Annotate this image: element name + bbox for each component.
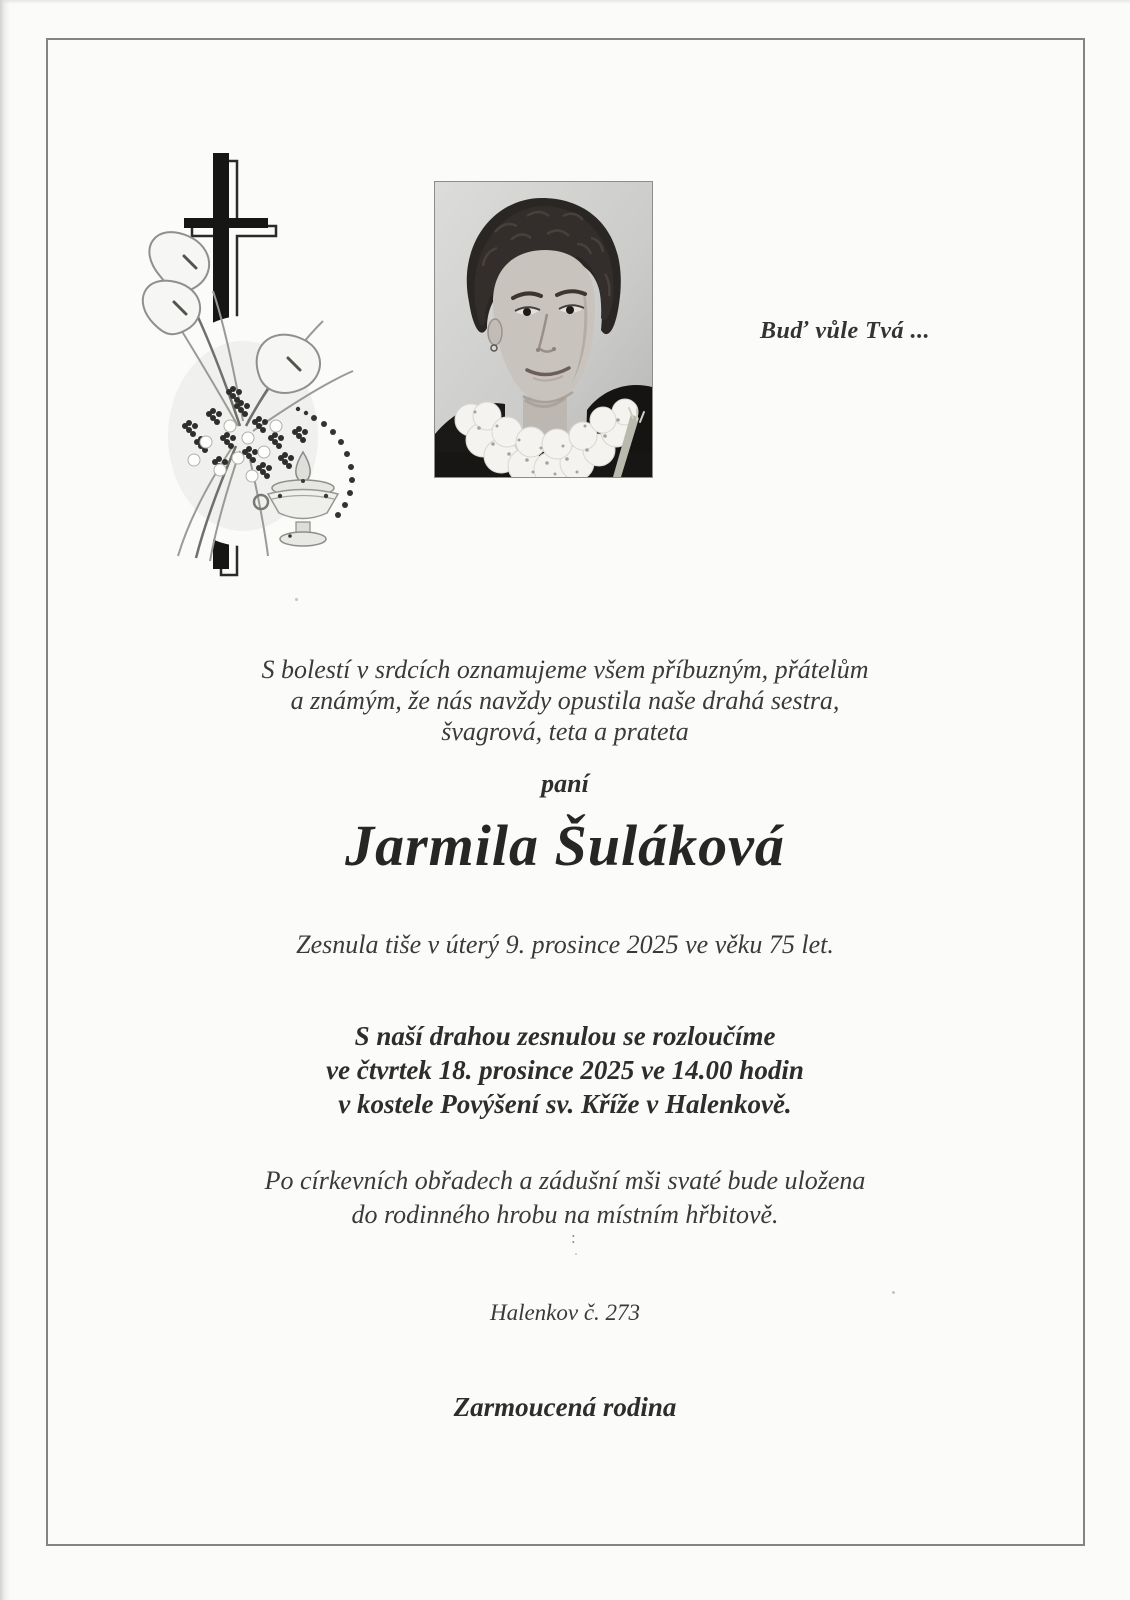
burial-line-1: Po církevních obřadech a zádušní mši svaté bude uložena	[264, 1166, 866, 1195]
cross-and-flowers-icon	[118, 126, 402, 582]
farewell-line-2: ve čtvrtek 18. prosince 2025 ve 14.00 hodin	[326, 1055, 804, 1085]
title-prefix: paní	[541, 769, 589, 798]
farewell-line-3: v kostele Povýšení sv. Kříže v Halenkově.	[338, 1089, 792, 1119]
family-signature: Zarmoucená rodina	[453, 1392, 677, 1422]
deceased-portrait-photo	[435, 182, 652, 477]
scan-speck	[575, 1253, 577, 1255]
scan-edge-shadow	[0, 0, 10, 1600]
farewell-ceremony-block	[0, 1019, 1130, 1121]
deceased-name: Jarmila Šuláková	[345, 813, 785, 878]
farewell-line-1: S naší drahou zesnulou se rozloučíme	[354, 1021, 776, 1051]
death-info-line: Zesnula tiše v úterý 9. prosince 2025 ve věku 75 let.	[296, 930, 834, 959]
announcement-paragraph	[0, 654, 1130, 747]
announcement-line-1: S bolestí v srdcích oznamujeme všem příbuzným, přátelům	[261, 655, 869, 684]
burial-line-2: do rodinného hrobu na místním hřbitově.	[351, 1200, 779, 1229]
family-address: Halenkov č. 273	[489, 1300, 641, 1325]
scan-artifact: :	[571, 1228, 576, 1247]
scan-edge-shadow-top	[0, 0, 1130, 4]
announcement-line-3: švagrová, teta a prateta	[441, 717, 689, 746]
announcement-line-2: a známým, že nás navždy opustila naše drahá sestra,	[290, 686, 840, 715]
religious-quote: Buď vůle Tvá ...	[760, 318, 930, 344]
scan-speck	[295, 598, 298, 601]
scan-speck	[892, 1291, 895, 1294]
burial-info-block	[0, 1164, 1130, 1232]
